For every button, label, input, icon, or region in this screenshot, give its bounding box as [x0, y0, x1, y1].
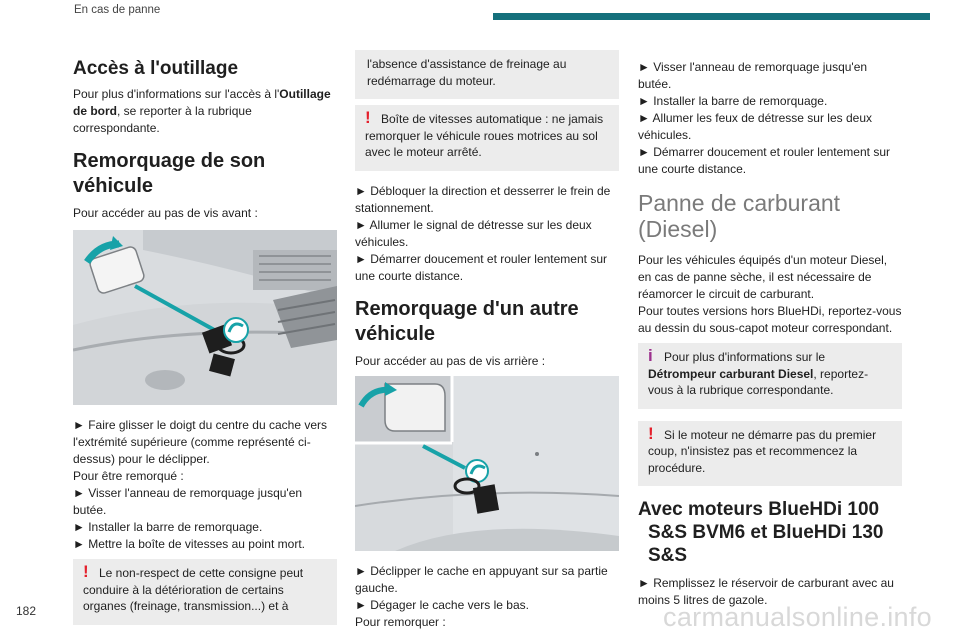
warning-text-demarrage: Si le moteur ne démarre pas du premier coup, n'insistez pas et recommencez la procédure.: [648, 427, 877, 475]
header-accent-bar: [493, 13, 930, 20]
warning-text: Le non-respect de cette consigne peut conduire à la détérioration de certains organes (freinage, transmission...) et à: [83, 566, 304, 613]
step-installer-barre-2: ► Installer la barre de remorquage.: [638, 94, 828, 108]
info-icon: i: [648, 346, 653, 365]
paragraph-outillage: [73, 86, 337, 137]
step-declipper-cache: ► Faire glisser le doigt du centre du cache vers l'extrémité supérieure (comme représenté ci-dessus) pour le déclipper.: [73, 418, 327, 466]
info-text-post: , reportez-vous à la rubrique correspondante.: [648, 366, 869, 397]
paragraph-outillage-post: , se reporter à la rubrique correspondante.: [73, 104, 252, 135]
warning-text-boite-auto: Boîte de vitesses automatique : ne jamais remorquer le véhicule roues motrices au sol avec le moteur arrêté.: [365, 112, 604, 159]
front-bumper-illustration: [73, 230, 337, 405]
paragraph-pour-remorquer: Pour remorquer :: [355, 614, 446, 629]
step-debloquer-direction: ► Débloquer la direction et desserrer le frein de stationnement.: [355, 183, 611, 215]
paragraph-etre-remorque: Pour être remorqué :: [73, 469, 184, 483]
paragraph-acces-arriere: Pour accéder au pas de vis arrière :: [355, 353, 546, 368]
rear-bumper-figure: [355, 376, 619, 551]
step-remplir-reservoir: ► Remplissez le réservoir de carburant avec au moins 5 litres de gazole.: [638, 576, 894, 607]
step-demarrer-2: ► Démarrer doucement et rouler lentement sur une courte distance.: [638, 145, 890, 176]
step-declipper-arriere: ► Déclipper le cache en appuyant sur sa partie gauche.: [355, 563, 608, 595]
heading-remorquage-vehicule: Remorquage de son véhicule: [73, 150, 266, 197]
info-text-pre: Pour plus d'informations sur le: [664, 350, 826, 364]
step-feux-detresse: ► Allumer les feux de détresse sur les deux véhicules.: [638, 111, 872, 142]
watermark: carmanualsonline.info: [663, 602, 932, 632]
paragraph-acces-avant: Pour accéder au pas de vis avant :: [73, 206, 258, 220]
exclamation-icon: !: [648, 423, 654, 443]
info-note-detrompeur: [638, 343, 902, 409]
step-visser-anneau-2: ► Visser l'anneau de remorquage jusqu'en butée.: [638, 60, 868, 91]
warning-note-continued: [355, 50, 619, 99]
exclamation-icon: !: [365, 108, 371, 127]
warning-note-demarrage: [638, 421, 902, 487]
heading-bluehdi: Avec moteurs BlueHDi 100 S&S BVM6 et BlueHDi 130 S&S: [638, 499, 884, 566]
rear-bumper-illustration: [355, 376, 619, 551]
heading-remorquage-autre: Remorquage d'un autre véhicule: [355, 297, 579, 345]
front-bumper-figure: [73, 230, 337, 405]
step-point-mort: ► Mettre la boîte de vitesses au point mort.: [73, 537, 305, 551]
exclamation-icon: !: [83, 562, 89, 581]
step-signal-detresse: ► Allumer le signal de détresse sur les deux véhicules.: [355, 217, 592, 249]
paragraph-outillage-bold: Outillage de bord: [73, 87, 331, 118]
column-3: [638, 50, 902, 609]
warning-note-remorquage: [73, 559, 337, 625]
paragraph-diesel: Pour les véhicules équipés d'un moteur Diesel, en cas de panne sèche, il est nécessaire de réamorcer le circuit de carburant.: [638, 253, 888, 301]
paragraph-outillage-pre: Pour plus d'informations sur l'accès à l': [73, 87, 280, 101]
info-text-bold: Détrompeur carburant Diesel: [648, 366, 814, 381]
heading-acces-outillage: Accès à l'outillage: [73, 58, 239, 79]
column-1: [73, 50, 337, 625]
page-number: 182: [16, 604, 37, 618]
step-installer-barre: ► Installer la barre de remorquage.: [73, 520, 263, 534]
paragraph-hors-bluehdi: Pour toutes versions hors BlueHDi, reportez-vous au dessin du sous-capot moteur correspondant.: [638, 304, 902, 335]
warning-note-boite-auto: [355, 105, 619, 171]
heading-panne-carburant: Panne de carburant (Diesel): [638, 190, 841, 242]
warning-text-continued: l'absence d'assistance de freinage au redémarrage du moteur.: [367, 57, 567, 88]
step-visser-anneau: ► Visser l'anneau de remorquage jusqu'en butée.: [73, 486, 303, 517]
running-header: En cas de panne: [74, 4, 161, 16]
column-2: [355, 50, 619, 631]
step-degager-cache: ► Dégager le cache vers le bas.: [355, 597, 529, 612]
step-demarrer-doucement: ► Démarrer doucement et rouler lentement sur une courte distance.: [355, 251, 607, 283]
